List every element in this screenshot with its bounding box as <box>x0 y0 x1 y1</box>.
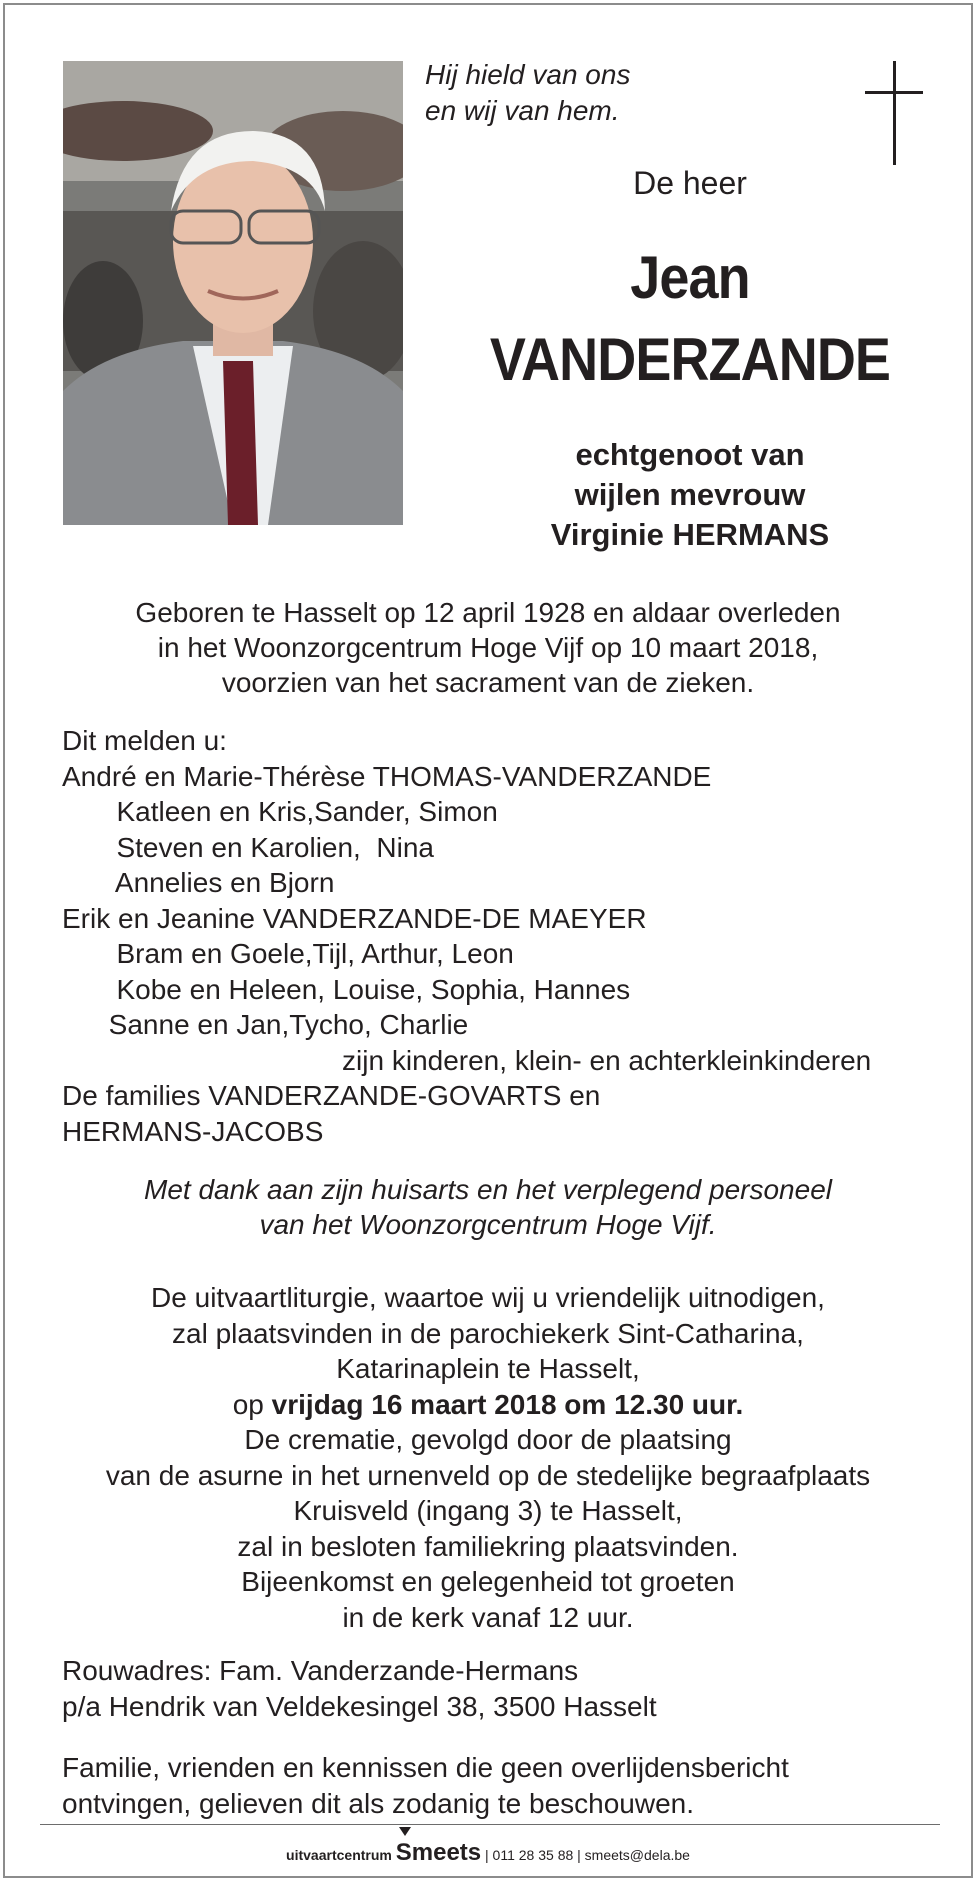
cross-icon <box>863 61 927 165</box>
family-line: zijn kinderen, klein- en achterkleinkinderen <box>62 1044 872 1076</box>
birth-line: in het Woonzorgcentrum Hoge Vijf op 10 maart 2018, <box>157 632 819 663</box>
family-line: Steven en Karolien, Nina <box>62 831 434 863</box>
family-line: Erik en Jeanine VANDERZANDE-DE MAEYER <box>62 902 647 934</box>
notice-line-2: ontvingen, gelieven dit als zodanig te beschouwen. <box>62 1788 694 1819</box>
deceased-surname: VANDERZANDE <box>489 326 891 393</box>
notice-text <box>62 1750 789 1822</box>
family-line: HERMANS-JACOBS <box>62 1115 324 1147</box>
date-prefix: op <box>232 1388 272 1420</box>
family-list <box>62 723 942 1149</box>
funeral-home-brand: Smeets <box>395 1839 482 1866</box>
liturgy-line: zal plaatsvinden in de parochiekerk Sint-Catharina, <box>172 1317 804 1349</box>
thanks-note <box>5 1172 971 1242</box>
funeral-date-line <box>5 1387 971 1423</box>
family-line: Kobe en Heleen, Louise, Sophia, Hannes <box>62 973 631 1005</box>
notice-line-1: Familie, vrienden en kennissen die geen overlijdensbericht <box>62 1752 789 1783</box>
liturgy-line: Bijeenkomst en gelegenheid tot groeten <box>241 1566 735 1597</box>
portrait-image <box>63 61 403 525</box>
liturgy-line: Kruisveld (ingang 3) te Hasselt, <box>293 1495 683 1526</box>
funeral-home-footer <box>5 1839 971 1867</box>
family-line: André en Marie-Thérèse THOMAS-VANDERZANDE <box>62 760 712 792</box>
honorific: De heer <box>633 165 747 201</box>
thanks-line: van het Woonzorgcentrum Hoge Vijf. <box>259 1209 717 1240</box>
mourning-address <box>62 1653 657 1725</box>
family-line: De families VANDERZANDE-GOVARTS en <box>62 1080 601 1111</box>
footer-divider <box>40 1824 940 1825</box>
birth-death-block <box>5 595 971 700</box>
liturgy-line: De crematie, gevolgd door de plaatsing <box>244 1424 732 1455</box>
family-line: Dit melden u: <box>62 725 227 756</box>
birth-line: voorzien van het sacrament van de zieken. <box>221 667 755 698</box>
deceased-first-name: Jean <box>630 244 750 311</box>
family-line: Annelies en Bjorn <box>62 867 335 898</box>
liturgy-line: zal in besloten familiekring plaatsvinden. <box>237 1530 739 1562</box>
liturgy-line: van de asurne in het urnenveld op de stedelijke begraafplaats <box>105 1459 871 1491</box>
thanks-line: Met dank aan zijn huisarts en het verplegend personeel <box>144 1174 832 1205</box>
quote-line-2: en wij van hem. <box>425 95 620 126</box>
spouse-line-3: Virginie HERMANS <box>550 517 830 552</box>
quote-line-1: Hij hield van ons <box>425 59 631 90</box>
obituary-card <box>3 3 973 1878</box>
family-line: Katleen en Kris,Sander, Simon <box>62 796 498 827</box>
funeral-date: vrijdag 16 maart 2018 om 12.30 uur. <box>271 1388 744 1420</box>
spouse-line-2: wijlen mevrouw <box>574 477 806 512</box>
triangle-marker-icon <box>399 1827 411 1836</box>
liturgy-line: in de kerk vanaf 12 uur. <box>342 1601 634 1633</box>
funeral-details <box>5 1280 971 1635</box>
address-line-1: Rouwadres: Fam. Vanderzande-Hermans <box>62 1655 579 1686</box>
family-line: Bram en Goele,Tijl, Arthur, Leon <box>62 938 514 969</box>
footer-contact: | 011 28 35 88 | smeets@dela.be <box>485 1847 690 1863</box>
memorial-quote <box>425 57 630 129</box>
liturgy-line: Katarinaplein te Hasselt, <box>336 1353 640 1384</box>
family-line: Sanne en Jan,Tycho, Charlie <box>62 1009 469 1040</box>
liturgy-line: De uitvaartliturgie, waartoe wij u vriendelijk uitnodigen, <box>151 1282 825 1313</box>
birth-line: Geboren te Hasselt op 12 april 1928 en aldaar overleden <box>135 597 841 628</box>
footer-prefix: uitvaartcentrum <box>286 1847 392 1863</box>
spouse-line-1: echtgenoot van <box>575 437 805 472</box>
address-line-2: p/a Hendrik van Veldekesingel 38, 3500 Hasselt <box>62 1691 657 1722</box>
portrait-photo <box>63 61 403 525</box>
spouse-block <box>460 435 920 555</box>
